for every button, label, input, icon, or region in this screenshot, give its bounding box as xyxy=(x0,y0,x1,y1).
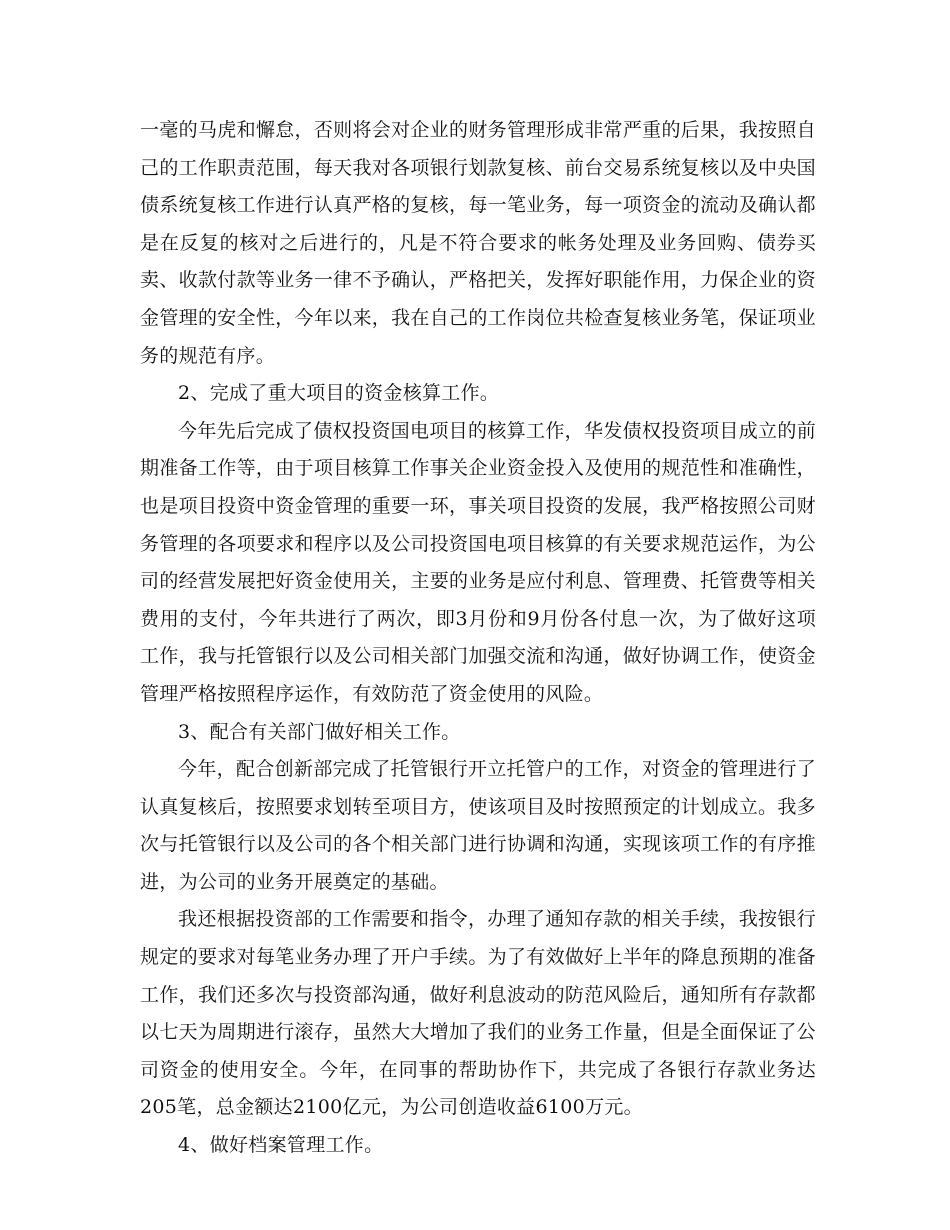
section-heading-4: 4、做好档案管理工作。 xyxy=(178,1134,384,1157)
paragraph-notice-deposits: 我还根据投资部的工作需要和指令，办理了通知存款的相关手续，我按银行规定的要求对每笔业务办理了开户手续。为了有效做好上半年的降息预期的准备工作，我们还多次与投资部沟通，做好利息波动的防范风险后，通知所有存款都以七天为周期进行滚存，虽然大大增加了我们的业务工作量，但是全面保证了公司资金的使用安全。今年，在同事的帮助协作下，共完成了各银行存款业务达205笔，总金额达2100亿元，为公司创造收益6100万元。 xyxy=(140,908,816,1119)
section-heading-3: 3、配合有关部门做好相关工作。 xyxy=(178,720,461,743)
section-heading-2: 2、完成了重大项目的资金核算工作。 xyxy=(178,382,500,405)
paragraph-project-accounting: 今年先后完成了债权投资国电项目的核算工作，华发债权投资项目成立的前期准备工作等，由于项目核算工作事关企业资金投入及使用的规范性和准确性，也是项目投资中资金管理的重要一环，事关项目投资的发展，我严格按照公司财务管理的各项要求和程序以及公司投资国电项目核算的有关要求规范运作，为公司的经营发展把好资金使用关，主要的业务是应付利息、管理费、托管费等相关费用的支付，今年共进行了两次，即3月份和9月份各付息一次，为了做好这项工作，我与托管银行以及公司相关部门加强交流和沟通，做好协调工作，使资金管理严格按照程序运作，有效防范了资金使用的风险。 xyxy=(140,419,816,705)
paragraph-custody-account: 今年，配合创新部完成了托管银行开立托管户的工作，对资金的管理进行了认真复核后，按照要求划转至项目方，使该项目及时按照预定的计划成立。我多次与托管银行以及公司的各个相关部门进行协调和沟通，实现该项工作的有序推进，为公司的业务开展奠定的基础。 xyxy=(140,758,816,893)
document-page xyxy=(140,112,816,1165)
paragraph-continued: 一毫的马虎和懈怠，否则将会对企业的财务管理形成非常严重的后果，我按照自己的工作职责范围，每天我对各项银行划款复核、前台交易系统复核以及中央国债系统复核工作进行认真严格的复核，每一笔业务，每一项资金的流动及确认都是在反复的核对之后进行的，凡是不符合要求的帐务处理及业务回购、债券买卖、收款付款等业务一律不予确认，严格把关，发挥好职能作用，力保企业的资金管理的安全性，今年以来，我在自己的工作岗位共检查复核业务笔，保证项业务的规范有序。 xyxy=(140,119,816,367)
